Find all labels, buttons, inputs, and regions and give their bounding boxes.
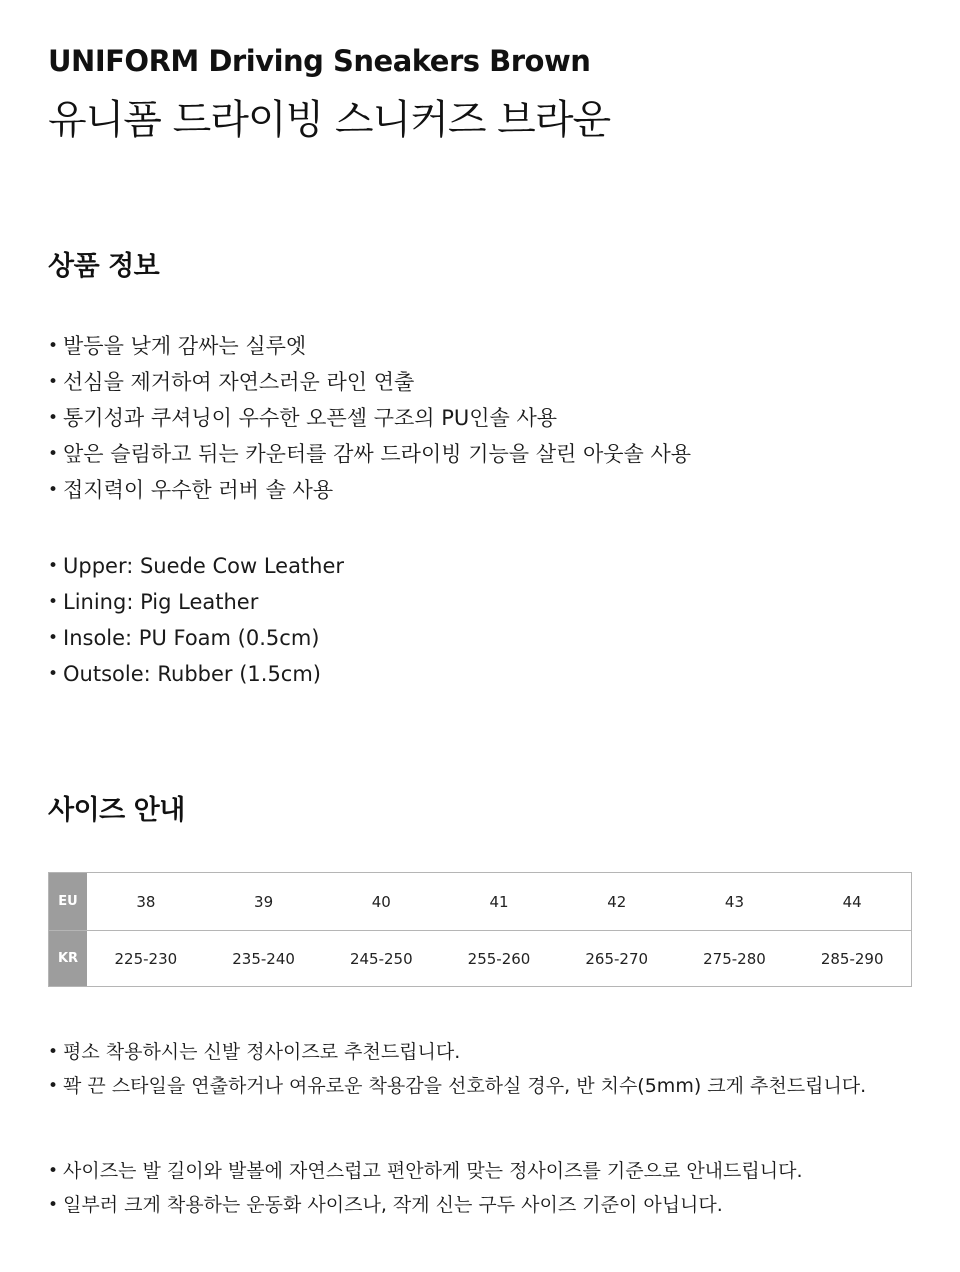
material-item: • Insole: PU Foam (0.5cm) — [48, 620, 344, 656]
size-cell-kr: 275-280 — [703, 949, 766, 968]
size-cell-eu: 41 — [489, 892, 509, 911]
feature-item: • 앞은 슬림하고 뒤는 카운터를 감싸 드라이빙 기능을 살린 아웃솔 사용 — [48, 436, 691, 472]
size-basis-note-item: • 일부러 크게 착용하는 운동화 사이즈나, 작게 신는 구두 사이즈 기준이 아닙니다. — [48, 1188, 803, 1222]
size-basis-note-list — [48, 1154, 803, 1222]
size-cell-kr: 255-260 — [467, 949, 531, 968]
feature-item: • 통기성과 쿠셔닝이 우수한 오픈셀 구조의 PU인솔 사용 — [48, 400, 691, 436]
row-label-eu: EU — [49, 873, 87, 930]
material-item: • Lining: Pig Leather — [48, 584, 344, 620]
fit-note-item: • 평소 착용하시는 신발 정사이즈로 추천드립니다. — [48, 1035, 866, 1069]
material-item: • Upper: Suede Cow Leather — [48, 548, 344, 584]
size-row-kr — [49, 930, 911, 986]
size-cell-eu: 39 — [254, 892, 274, 911]
size-table — [48, 872, 912, 987]
size-basis-note-item: • 사이즈는 발 길이와 발볼에 자연스럽고 편안하게 맞는 정사이즈를 기준으로 안내드립니다. — [48, 1154, 803, 1188]
material-list — [48, 548, 344, 692]
fit-note-list — [48, 1035, 866, 1103]
product-title-en: UNIFORM Driving Sneakers Brown — [48, 44, 591, 78]
size-cell-kr: 265-270 — [585, 949, 649, 968]
feature-item: • 접지력이 우수한 러버 솔 사용 — [48, 472, 691, 508]
size-cell-eu: 43 — [724, 892, 744, 911]
feature-item: • 선심을 제거하여 자연스러운 라인 연출 — [48, 364, 691, 400]
size-cell-kr: 225-230 — [114, 949, 178, 968]
size-cell-kr: 235-240 — [232, 949, 295, 968]
feature-item: • 발등을 낮게 감싸는 실루엣 — [48, 328, 691, 364]
size-guide-heading: 사이즈 안내 — [48, 795, 185, 826]
size-row-eu — [49, 873, 911, 930]
feature-list — [48, 328, 691, 508]
product-info-heading: 상품 정보 — [48, 251, 160, 282]
size-cell-kr: 245-250 — [349, 949, 413, 968]
product-title-ko: 유니폼 드라이빙 스니커즈 브라운 — [48, 97, 611, 143]
size-cell-eu: 42 — [607, 892, 627, 911]
size-cell-eu: 38 — [136, 892, 156, 911]
row-label-kr: KR — [49, 931, 87, 986]
size-cell-eu: 44 — [842, 892, 862, 911]
fit-note-item: • 꽉 끈 스타일을 연출하거나 여유로운 착용감을 선호하실 경우, 반 치수(5mm) 크게 추천드립니다. — [48, 1069, 866, 1103]
size-cell-kr: 285-290 — [820, 949, 884, 968]
material-item: • Outsole: Rubber (1.5cm) — [48, 656, 344, 692]
size-cell-eu: 40 — [371, 892, 391, 911]
